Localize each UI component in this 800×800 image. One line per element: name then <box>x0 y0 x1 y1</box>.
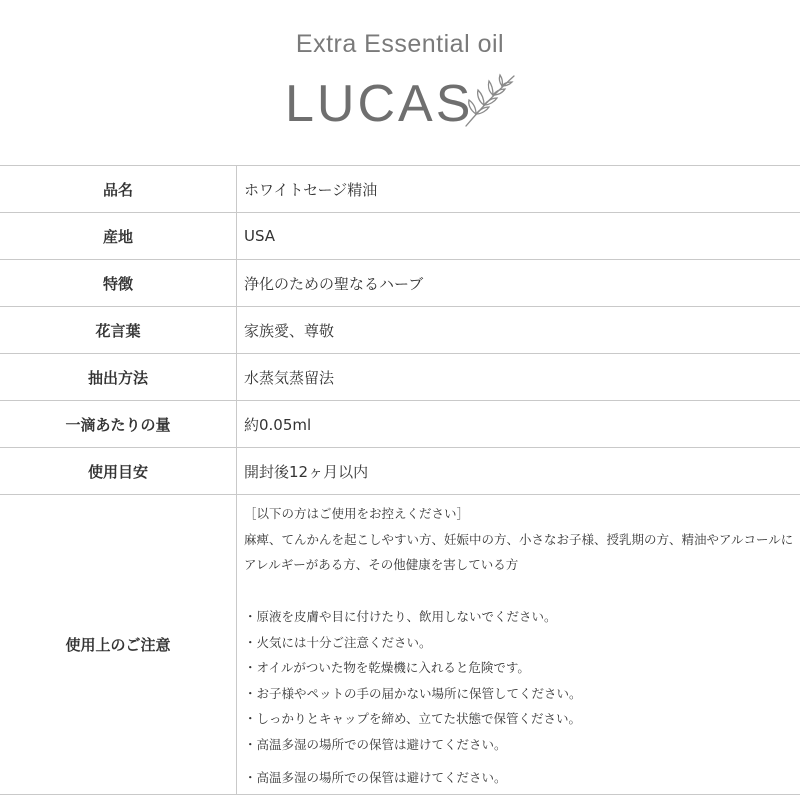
table-row <box>0 401 800 448</box>
product-spec-table <box>0 165 800 795</box>
brand-header <box>0 0 800 165</box>
table-row <box>0 166 800 213</box>
caution-item: ・高温多湿の場所での保管は避けてください。 <box>244 736 507 752</box>
caution-item: ・原液を皮膚や目に付けたり、飲用しないでください。 <box>244 609 557 624</box>
caution-item: ・高温多湿の場所での保管は避けてください。 <box>244 770 507 785</box>
row-value: 約0.05ml <box>237 401 800 448</box>
caution-item: ・お子様やペットの手の届かない場所に保管してください。 <box>244 685 582 701</box>
cautions-label: 使用上のご注意 <box>0 495 237 795</box>
row-label: 特徴 <box>0 260 237 307</box>
row-label: 使用目安 <box>0 448 237 495</box>
brand-logo-text: LUCAS <box>285 75 474 133</box>
caution-item: ・火気には十分ご注意ください。 <box>244 634 432 650</box>
row-value: 水蒸気蒸留法 <box>237 354 800 401</box>
cautions-content <box>237 495 800 795</box>
table-row <box>0 354 800 401</box>
row-value: 浄化のための聖なるハーブ <box>237 260 800 307</box>
table-row <box>0 448 800 495</box>
cautions-paragraph: 麻痺、てんかんを起こしやすい方、妊娠中の方、小さなお子様、授乳期の方、精油やアルコールにアレルギーがある方、その他健康を害している方 <box>244 532 794 572</box>
row-label: 花言葉 <box>0 307 237 354</box>
row-value: ホワイトセージ精油 <box>237 166 800 213</box>
row-label: 一滴あたりの量 <box>0 401 237 448</box>
row-label: 抽出方法 <box>0 354 237 401</box>
caution-item: ・しっかりとキャップを締め、立てた状態で保管ください。 <box>244 711 582 726</box>
cautions-heading: ［以下の方はご使用をお控えください］ <box>244 506 470 521</box>
table-row <box>0 307 800 354</box>
row-value: 家族愛、尊敬 <box>237 307 800 354</box>
table-row <box>0 260 800 307</box>
table-row <box>0 213 800 260</box>
caution-item: ・オイルがついた物を乾燥機に入れると危険です。 <box>244 660 530 675</box>
sage-sprig-icon <box>462 72 518 128</box>
brand-subtitle: Extra Essential oil <box>295 30 505 58</box>
row-value: 開封後12ヶ月以内 <box>237 448 800 495</box>
row-label: 産地 <box>0 213 237 260</box>
spacer <box>244 577 800 604</box>
row-value: USA <box>237 213 800 260</box>
cautions-row <box>0 495 800 795</box>
row-label: 品名 <box>0 166 237 213</box>
